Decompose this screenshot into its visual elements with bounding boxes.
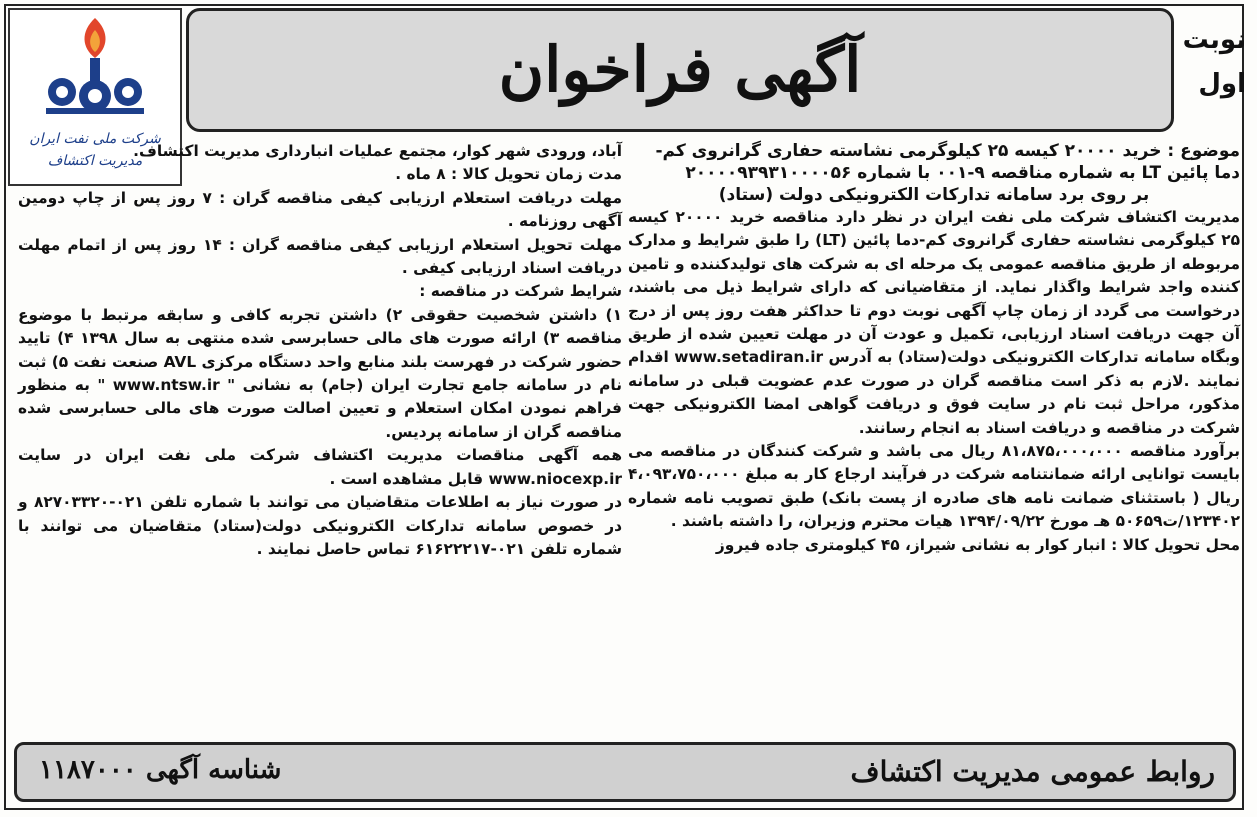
subject-line-3: بر روی برد سامانه تدارکات الکترونیکی دولت (ستاد) — [718, 185, 1150, 205]
publication-round — [1180, 18, 1246, 106]
footer-ad-id: شناسه آگهی ۱۱۸۷۰۰۰ — [39, 755, 282, 785]
niocexp-notice: همه آگهی مناقصات مدیریت اکتشاف شرکت ملی نفت ایران در سایت www.niocexp.ir قابل مشاهده است . — [18, 446, 622, 488]
submit-deadline: مهلت تحویل استعلام ارزیابی کیفی مناقصه گران : ۱۴ روز پس از اتمام مهلت دریافت اسناد ارزیابی کیفی . — [18, 235, 622, 278]
round-value: اول — [1198, 69, 1246, 99]
subject-block — [628, 140, 1240, 206]
round-label: نوبت — [1182, 25, 1246, 55]
logo-company: شرکت ملی نفت ایران — [29, 131, 161, 147]
delivery-place: محل تحویل کالا : انبار کوار به نشانی شیراز، ۴۵ کیلومتری جاده فیروز — [715, 535, 1240, 554]
footer-banner — [14, 742, 1236, 802]
subject-line-1: موضوع : خرید ۲۰۰۰۰ کیسه ۲۵ کیلوگرمی نشاسته حفاری گرانروی کم- — [655, 141, 1240, 161]
conditions-title: شرایط شرکت در مناقصه : — [419, 282, 622, 301]
title-banner — [186, 8, 1174, 132]
right-column — [628, 140, 1240, 557]
address-continued: آباد، ورودی شهر کوار، مجتمع عملیات انبارداری مدیریت اکتشاف. — [133, 142, 622, 160]
contact-info: در صورت نیاز به اطلاعات متقاضیان می توانند با شماره تلفن ۰۲۱-۸۲۷۰۳۳۲۰ و در خصوص سامانه تدارکات الکترونیکی دولت(ستاد) متقاضیان می توانند با شماره تلفن ۰۲۱-۶۱۶۲۲۲۱۷ تماس حاصل نمایند . — [18, 493, 622, 558]
delivery-time: مدت زمان تحویل کالا : ۸ ماه . — [395, 165, 622, 184]
left-column — [18, 140, 622, 561]
estimate-paragraph: برآورد مناقصه ۸۱،۸۷۵،۰۰۰،۰۰۰ ریال می باشد و شرکت کنندگان در مناقصه می بایست توانایی ارائه ضمانتنامه شرکت در فرآیند ارجاع کار به مبلغ ۴،۰۹۳،۷۵۰،۰۰۰ ریال ( باستثنای ضمانت نامه های صادره از پست بانک) طبق تصویب نامه شماره ۱۲۳۴۰۲/ت۵۰۶۵۹ هـ مورخ ۱۳۹۴/۰۹/۲۲ هیات محترم وزیران، را داشته باشند . — [628, 442, 1241, 531]
page-title: آگهی فراخوان — [498, 33, 862, 106]
nioc-emblem-icon — [10, 10, 180, 128]
conditions-list: ۱) داشتن شخصیت حقوقی ۲) داشتن تجربه کافی و سابقه مرتبط با موضوع مناقصه ۳) ارائه صورت های مالی حسابرسی شده منتهی به سال ۱۳۹۸ ۴) تایید حضور شرکت در فهرست بلند منابع واحد دستگاه مرکزی AVL صنعت نفت ۵) ثبت نام در سامانه جامع تجارت ایران (جام) به نشانی " www.ntsw.ir " به منظور فراهم نمودن امکان استعلام و تعیین اصالت صورت های مالی حسابرسی شده مناقصه گران از سامانه پردیس. — [18, 305, 623, 441]
subject-line-2: دما پائین LT به شماره مناقصه ۹-۰۰۱ با شماره ۲۰۰۰۰۹۳۹۳۱۰۰۰۰۵۶ — [685, 163, 1240, 183]
logo-department: مدیریت اکتشاف — [47, 153, 143, 169]
receive-deadline: مهلت دریافت استعلام ارزیابی کیفی مناقصه گران : ۷ روز پس از چاپ دومین آگهی روزنامه . — [18, 188, 622, 231]
footer-public-relations: روابط عمومی مدیریت اکتشاف — [850, 755, 1215, 788]
intro-paragraph: مدیریت اکتشاف شرکت ملی نفت ایران در نظر دارد مناقصه خرید ۲۰۰۰۰ کیسه ۲۵ کیلوگرمی نشاسته حفاری گرانروی کم-دما پائین (LT) را طبق شرایط و مدارک مربوطه از طریق مناقصه عمومی یک مرحله ای به شرکت های تولیدکننده و تامین کننده واجد شرایط واگذار نماید. از متقاضیانی که دارای شرایط ذیل می باشند، درخواست می گردد از زمان چاپ آگهی نوبت دوم تا حداکثر هفت روز پس از درج آن جهت دریافت اسناد ارزیابی، تکمیل و عودت آن در مهلت تعیین شده از طریق وبگاه سامانه تدارکات الکترونیکی دولت(ستاد) به آدرس www.setadiran.ir اقدام نمایند .لازم به ذکر است مناقصه گران در صورت عدم عضویت قبلی در سامانه مذکور، مراحل ثبت نام در سایت فوق و دریافت گواهی امضا الکترونیکی جهت شرکت در مناقصه و دریافت اسناد به انجام رسانند. — [628, 208, 1240, 437]
